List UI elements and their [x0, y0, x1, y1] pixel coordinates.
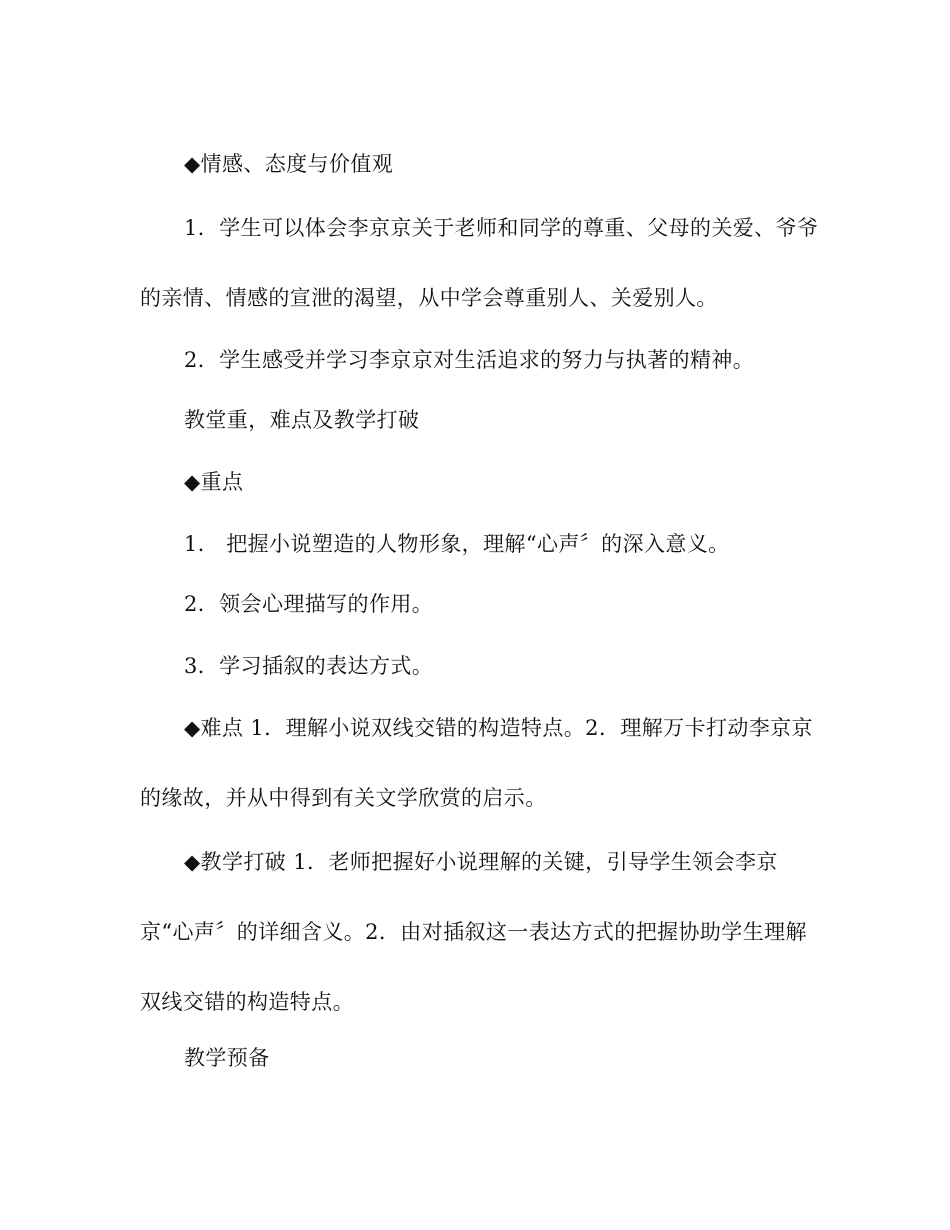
heading-teaching-preparation: 教学预备 [184, 1046, 270, 1070]
key-point-item-1: 1． 把握小说塑造的人物形象，理解“心声〞的深入意义。 [184, 532, 730, 556]
heading-emotion-values: ◆情感、态度与价值观 [184, 152, 394, 176]
objective-item-1: 1．学生可以体会李京京关于老师和同学的尊重、父母的关爱、爷爷的亲情、情感的宣泄的渴望，从中学会尊重别人、关爱别人。 [140, 216, 819, 310]
heading-key-points: ◆重点 [184, 470, 244, 494]
section-title-key-points: 教堂重，难点及教学打破 [184, 408, 420, 432]
teaching-breakthrough: ◆教学打破 1．老师把握好小说理解的关键，引导学生领会李京京“心声〞的详细含义。2．由对插叙这一表达方式的把握协助学生理解双线交错的构造特点。 [140, 850, 807, 1014]
objective-item-2: 2．学生感受并学习李京京对生活追求的努力与执著的精神。 [184, 348, 755, 372]
key-point-item-3: 3．学习插叙的表达方式。 [184, 654, 434, 678]
difficulty-paragraph: ◆难点 1．理解小说双线交错的构造特点。2．理解万卡打动李京京的缘故，并从中得到有关文学欣赏的启示。 [140, 716, 813, 810]
key-point-item-2: 2．领会心理描写的作用。 [184, 592, 434, 616]
